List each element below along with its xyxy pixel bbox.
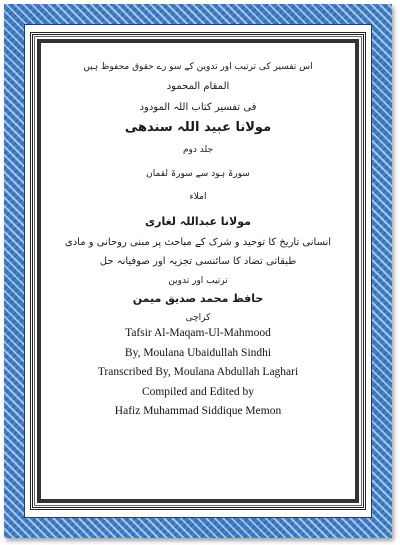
- english-compiled-label: Compiled and Edited by: [141, 385, 255, 398]
- copyright-note: اس تفسیر کی ترتیب اور تدوین کے سو رے حقوق محفوظ ہیں: [83, 62, 313, 72]
- volume-label: جلد دوم: [182, 145, 214, 156]
- english-editor: Hafiz Muhammad Siddique Memon: [114, 405, 282, 418]
- book-subtitle-urdu: فی تفسیر کتاب اللہ المودود: [139, 101, 257, 113]
- english-author: By, Moulana Ubaidullah Sindhi: [124, 346, 272, 359]
- transcriber-name-urdu: مولانا عبداللہ لغاری: [145, 215, 251, 229]
- english-transcriber: Transcribed By, Moulana Abdullah Laghari: [97, 366, 299, 379]
- surah-range: سورۃ ہود سے سورۃ لقمان: [146, 168, 250, 179]
- city-karachi: کراچی: [185, 312, 211, 323]
- english-title: Tafsir Al-Maqam-Ul-Mahmood: [125, 327, 271, 340]
- author-name-urdu: مولانا عبید اللہ سندھی: [124, 120, 272, 136]
- description-line-1: انسانی تاریخ کا توحید و شرک کے مباحث پر مبنی روحانی و مادی: [64, 236, 332, 248]
- description-line-2: طبقاتی تضاد کا سائنسی تجزیہ اور صوفیانہ حل: [99, 256, 297, 268]
- book-title-urdu: المقام المحمود: [166, 81, 230, 93]
- compiled-edited-urdu: ترتیب اور تدوین: [168, 275, 228, 286]
- editor-name-urdu: حافظ محمد صدیق میمن: [132, 292, 264, 306]
- title-page-content: [44, 62, 352, 422]
- dictation-label: املاء: [189, 191, 207, 202]
- book-title-page: [4, 4, 392, 538]
